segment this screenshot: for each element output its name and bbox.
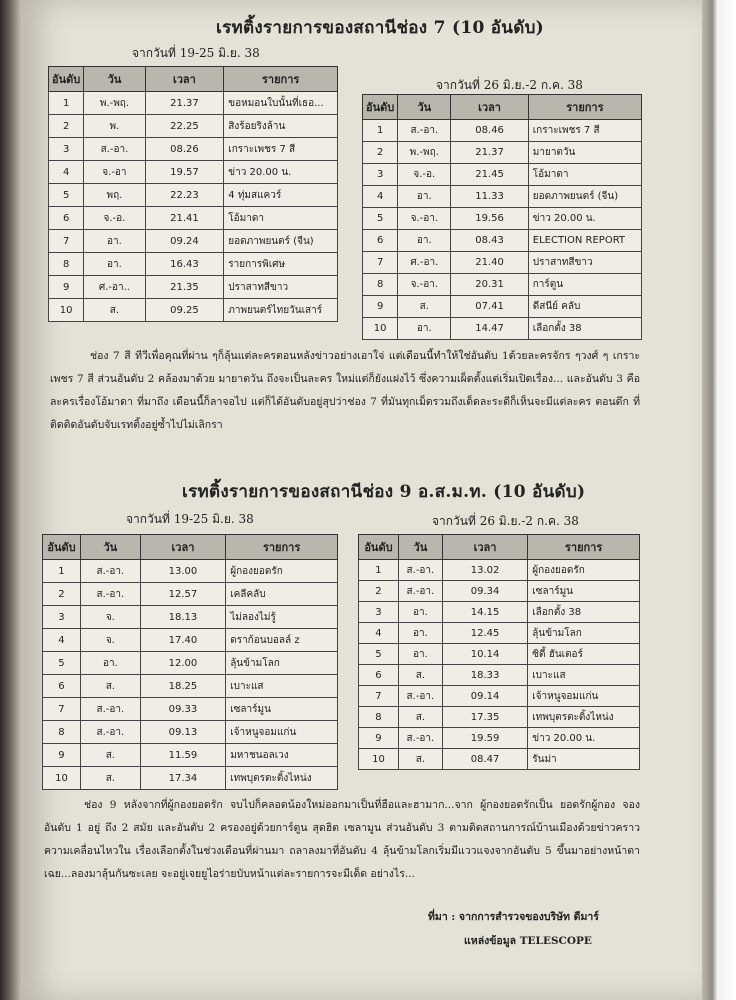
program-cell: เลือกตั้ง 38 xyxy=(528,318,641,340)
time-cell: 21.45 xyxy=(451,164,528,186)
header-rank: อันดับ xyxy=(363,95,398,120)
section1-commentary: ช่อง 7 สี ทีวีเพื่อคุณที่ผ่าน ๆก็ลุ้นแต่ละครตอนหลังข่าวอย่างเอาใจ่ แต่เดือนนี้ทำให้ใช่อันดับ 1ด้วยละครจักร ๆวงศ์ ๆ เกราะเพชร 7 สี ส่วนอันดับ 2 คล้องมาด้วย มายาตวัน ถึงจะเป็นละคร ใหม่แต่ก็ยังแฝงไว้ ซึ่งความเผ็ดตั้งแต่เริ่มเปิดเรื่อง... และอันดับ 3 คือละครเรื่องโอ้มาดา ที่มาถึง เดือนนี้ก็ลาจอไป แต่ก็ได้อันดับอยู่สุปว่าช่อง 7 ที่มันทุกเม็ดรวมถึงเด็ดละระดีก็เห็นจะมีแต่ละคร ตอนดึก ที่ติดติดอันดับจับเรทติ้งอยู่ซ้ำไปไม่เลิกรา xyxy=(50,350,640,431)
program-cell: ลุ้นข้ามโลก xyxy=(528,623,640,644)
rank-cell: 3 xyxy=(49,138,84,161)
rank-cell: 8 xyxy=(363,274,398,296)
time-cell: 09.33 xyxy=(140,698,225,721)
rank-cell: 5 xyxy=(43,652,81,675)
rank-cell: 8 xyxy=(43,721,81,744)
rank-cell: 10 xyxy=(363,318,398,340)
table-row xyxy=(363,120,642,142)
table-row xyxy=(49,138,338,161)
program-cell: ผู้กองยอดรัก xyxy=(528,560,640,581)
header-rank: อันดับ xyxy=(43,535,81,560)
table-row xyxy=(363,252,642,274)
rank-cell: 10 xyxy=(49,299,84,322)
time-cell: 09.14 xyxy=(442,686,527,707)
table-row xyxy=(43,744,338,767)
table-row xyxy=(359,602,640,623)
day-cell: อา. xyxy=(84,230,145,253)
rank-cell: 4 xyxy=(43,629,81,652)
time-cell: 14.47 xyxy=(451,318,528,340)
table-row xyxy=(43,583,338,606)
program-cell: เซลาร์มูน xyxy=(528,581,640,602)
table-row xyxy=(363,186,642,208)
header-program: รายการ xyxy=(528,535,640,560)
time-cell: 13.02 xyxy=(442,560,527,581)
time-cell: 22.25 xyxy=(145,115,224,138)
header-rank: อันดับ xyxy=(49,67,84,92)
rank-cell: 4 xyxy=(49,161,84,184)
rank-cell: 5 xyxy=(363,208,398,230)
table-row xyxy=(359,707,640,728)
program-cell: เทพบุตรตะติ้งไหน่ง xyxy=(528,707,640,728)
ch7-table-jun19-25 xyxy=(48,66,338,322)
table-row xyxy=(359,581,640,602)
rank-cell: 8 xyxy=(359,707,399,728)
table-row xyxy=(43,721,338,744)
table-row xyxy=(359,686,640,707)
day-cell: ส.-อา. xyxy=(80,560,140,583)
program-cell: ข่าว 20.00 น. xyxy=(528,208,641,230)
time-cell: 09.34 xyxy=(442,581,527,602)
program-cell: มหาชนอลเวง xyxy=(226,744,338,767)
table-row xyxy=(43,629,338,652)
table-row xyxy=(363,142,642,164)
time-cell: 10.14 xyxy=(442,644,527,665)
program-cell: ภาพยนตร์ไทยวันเสาร์ xyxy=(224,299,338,322)
program-cell: ปราสาทสีขาว xyxy=(224,276,338,299)
program-cell: ลุ้นข้ามโลก xyxy=(226,652,338,675)
program-cell: ข่าว 20.00 น. xyxy=(224,161,338,184)
program-cell: ปราสาทสีขาว xyxy=(528,252,641,274)
time-cell: 19.57 xyxy=(145,161,224,184)
day-cell: จ. xyxy=(80,629,140,652)
rank-cell: 10 xyxy=(43,767,81,790)
day-cell: ส.-อา. xyxy=(398,581,442,602)
program-cell: ดราก้อนบอลล์ z xyxy=(226,629,338,652)
header-day: วัน xyxy=(80,535,140,560)
time-cell: 08.47 xyxy=(442,749,527,770)
table-row xyxy=(49,184,338,207)
program-cell: เกราะเพชร 7 สี xyxy=(528,120,641,142)
rank-cell: 6 xyxy=(49,207,84,230)
time-cell: 17.35 xyxy=(442,707,527,728)
rank-cell: 7 xyxy=(43,698,81,721)
day-cell: จ.-อ. xyxy=(84,207,145,230)
rank-cell: 2 xyxy=(363,142,398,164)
program-cell: เทพบุตรตะติ้งไหน่ง xyxy=(226,767,338,790)
ch9-table-jun19-25 xyxy=(42,534,338,790)
table-row xyxy=(49,92,338,115)
day-cell: อา. xyxy=(80,652,140,675)
table-row xyxy=(43,606,338,629)
program-cell: โอ้มาดา xyxy=(528,164,641,186)
rank-cell: 1 xyxy=(49,92,84,115)
day-cell: ส. xyxy=(398,665,442,686)
program-cell: เบาะแส xyxy=(528,665,640,686)
header-program: รายการ xyxy=(224,67,338,92)
day-cell: ส.-อา. xyxy=(80,583,140,606)
time-cell: 19.56 xyxy=(451,208,528,230)
program-cell: 4 ทุ่มสแควร์ xyxy=(224,184,338,207)
table-header-row xyxy=(43,535,338,560)
header-time: เวลา xyxy=(451,95,528,120)
document-page xyxy=(22,0,702,1000)
day-cell: ส.-อา. xyxy=(398,120,451,142)
day-cell: อา. xyxy=(398,623,442,644)
program-cell: รายการพิเศษ xyxy=(224,253,338,276)
header-time: เวลา xyxy=(140,535,225,560)
program-cell: รันม่า xyxy=(528,749,640,770)
program-cell: ขอหมอนใบนั้นที่เธอ... xyxy=(224,92,338,115)
program-cell: เกราะเพชร 7 สี xyxy=(224,138,338,161)
time-cell: 22.23 xyxy=(145,184,224,207)
rank-cell: 10 xyxy=(359,749,399,770)
table-row xyxy=(49,276,338,299)
day-cell: พ.-พฤ. xyxy=(84,92,145,115)
time-cell: 12.00 xyxy=(140,652,225,675)
rank-cell: 2 xyxy=(359,581,399,602)
time-cell: 08.43 xyxy=(451,230,528,252)
table-row xyxy=(363,208,642,230)
table-row xyxy=(363,274,642,296)
header-day: วัน xyxy=(84,67,145,92)
time-cell: 09.13 xyxy=(140,721,225,744)
day-cell: ส.-อา. xyxy=(80,721,140,744)
table-row xyxy=(49,161,338,184)
time-cell: 11.33 xyxy=(451,186,528,208)
table-header-row xyxy=(359,535,640,560)
rank-cell: 9 xyxy=(43,744,81,767)
table-row xyxy=(363,164,642,186)
section1-title: เรทติ้งรายการของสถานีช่อง 7 (10 อันดับ) xyxy=(216,18,545,38)
rank-cell: 2 xyxy=(43,583,81,606)
program-cell: เคลีคลับ xyxy=(226,583,338,606)
rank-cell: 1 xyxy=(43,560,81,583)
day-cell: ส. xyxy=(80,744,140,767)
day-cell: ส. xyxy=(80,675,140,698)
day-cell: ส.-อา. xyxy=(80,698,140,721)
time-cell: 16.43 xyxy=(145,253,224,276)
rank-cell: 9 xyxy=(363,296,398,318)
time-cell: 17.40 xyxy=(140,629,225,652)
time-cell: 18.25 xyxy=(140,675,225,698)
rank-cell: 7 xyxy=(359,686,399,707)
rank-cell: 6 xyxy=(363,230,398,252)
table-row xyxy=(43,698,338,721)
program-cell: ผู้กองยอดรัก xyxy=(226,560,338,583)
time-cell: 21.41 xyxy=(145,207,224,230)
rank-cell: 3 xyxy=(359,602,399,623)
time-cell: 14.15 xyxy=(442,602,527,623)
day-cell: อา. xyxy=(398,230,451,252)
program-cell: เจ้าหนูจอมแก่น xyxy=(528,686,640,707)
table-body xyxy=(49,92,338,322)
table-row xyxy=(359,749,640,770)
day-cell: ส. xyxy=(398,296,451,318)
day-cell: ส. xyxy=(84,299,145,322)
time-cell: 09.24 xyxy=(145,230,224,253)
time-cell: 18.33 xyxy=(442,665,527,686)
time-cell: 08.26 xyxy=(145,138,224,161)
program-cell: เซลาร์มูน xyxy=(226,698,338,721)
rank-cell: 9 xyxy=(359,728,399,749)
day-cell: อา. xyxy=(398,644,442,665)
source-note xyxy=(428,905,599,953)
time-cell: 17.34 xyxy=(140,767,225,790)
day-cell: ศ.-อา. xyxy=(398,252,451,274)
table-body xyxy=(359,560,640,770)
program-cell: ซิตี้ ฮันเตอร์ xyxy=(528,644,640,665)
rank-cell: 9 xyxy=(49,276,84,299)
rank-cell: 3 xyxy=(363,164,398,186)
table-body xyxy=(43,560,338,790)
program-cell: ดีสนีย์ คลับ xyxy=(528,296,641,318)
section1-left-subtitle: จากวันที่ 19-25 มิ.ย. 38 xyxy=(132,46,260,60)
rank-cell: 5 xyxy=(49,184,84,207)
day-cell: ส. xyxy=(398,749,442,770)
day-cell: จ.-อ. xyxy=(398,164,451,186)
program-cell: ข่าว 20.00 น. xyxy=(528,728,640,749)
program-cell: สิงร้อยริงล้าน xyxy=(224,115,338,138)
day-cell: ส.-อา. xyxy=(84,138,145,161)
time-cell: 13.00 xyxy=(140,560,225,583)
program-cell: เบาะแส xyxy=(226,675,338,698)
section2-title: เรทติ้งรายการของสถานีช่อง 9 อ.ส.ม.ท. (10 อันดับ) xyxy=(182,482,586,502)
day-cell: ส. xyxy=(398,707,442,728)
ch7-table-jun26-jul2 xyxy=(362,94,642,340)
rank-cell: 7 xyxy=(49,230,84,253)
section2-commentary: ช่อง 9 หลังจากที่ผู้กองยอดรัก จบไปก็คลอดน้องใหม่ออกมาเป็นที่ฮือและฮามาก...จาก ผู้กองยอดรักเป็น ยอดรักผู้กอง จองอันดับ 1 อยู่ ถึง 2 สมัย และอันดับ 2 ครองอยู่ด้วยการ์ตูน สุดฮิต เซลามูน ส่วนอันดับ 3 ตามติดสถานการณ์บ้านเมืองด้วยข่าวคราวความเคลื่อนไหวใน เรื่องเลือกตั้งในช่วงเดือนที่ผ่านมา ถลาลงมาที่อันดับ 4 ลุ้นข้ามโลกเริ่มมีแววแจงจากอันดับ 5 ขึ้นมาอย่างหน้าตาเฉย...ลองมาลุ้นกันซะเลย จะอยู่เจยยูไอร่ายบับหน้าแต่ละรายการจะมีเด็ด อย่างไร... xyxy=(44,799,640,880)
rank-cell: 4 xyxy=(359,623,399,644)
day-cell: จ.-อา xyxy=(84,161,145,184)
rank-cell: 4 xyxy=(363,186,398,208)
rank-cell: 1 xyxy=(363,120,398,142)
time-cell: 21.40 xyxy=(451,252,528,274)
header-day: วัน xyxy=(398,95,451,120)
program-cell: ELECTION REPORT xyxy=(528,230,641,252)
table-row xyxy=(49,299,338,322)
day-cell: อา. xyxy=(398,318,451,340)
table-row xyxy=(49,207,338,230)
program-cell: ยอดภาพยนตร์ (จีน) xyxy=(528,186,641,208)
program-cell: โอ้มาดา xyxy=(224,207,338,230)
table-row xyxy=(359,665,640,686)
table-row xyxy=(359,644,640,665)
table-row xyxy=(43,767,338,790)
book-gutter xyxy=(0,0,22,1000)
rank-cell: 8 xyxy=(49,253,84,276)
day-cell: ส.-อา. xyxy=(398,728,442,749)
program-cell: เจ้าหนูจอมแก่น xyxy=(226,721,338,744)
header-program: รายการ xyxy=(226,535,338,560)
header-program: รายการ xyxy=(528,95,641,120)
time-cell: 21.37 xyxy=(451,142,528,164)
ch9-table-jun26-jul2 xyxy=(358,534,640,770)
page-edge xyxy=(702,0,736,1000)
table-row xyxy=(49,230,338,253)
day-cell: ส. xyxy=(80,767,140,790)
time-cell: 21.37 xyxy=(145,92,224,115)
rank-cell: 6 xyxy=(43,675,81,698)
table-row xyxy=(43,652,338,675)
table-row xyxy=(49,253,338,276)
header-rank: อันดับ xyxy=(359,535,399,560)
table-row xyxy=(359,728,640,749)
day-cell: พ.-พฤ. xyxy=(398,142,451,164)
rank-cell: 2 xyxy=(49,115,84,138)
day-cell: อา. xyxy=(84,253,145,276)
day-cell: พฤ. xyxy=(84,184,145,207)
table-row xyxy=(359,560,640,581)
time-cell: 12.57 xyxy=(140,583,225,606)
rank-cell: 6 xyxy=(359,665,399,686)
section2-left-subtitle: จากวันที่ 19-25 มิ.ย. 38 xyxy=(126,512,254,526)
time-cell: 11.59 xyxy=(140,744,225,767)
table-row xyxy=(49,115,338,138)
time-cell: 09.25 xyxy=(145,299,224,322)
rank-cell: 1 xyxy=(359,560,399,581)
source-line-2: แหล่งข้อมูล TELESCOPE xyxy=(464,935,592,947)
table-body xyxy=(363,120,642,340)
rank-cell: 7 xyxy=(363,252,398,274)
section1-right-subtitle: จากวันที่ 26 มิ.ย.-2 ก.ค. 38 xyxy=(436,78,583,92)
rank-cell: 5 xyxy=(359,644,399,665)
table-row xyxy=(363,296,642,318)
time-cell: 18.13 xyxy=(140,606,225,629)
table-header-row xyxy=(363,95,642,120)
day-cell: พ. xyxy=(84,115,145,138)
header-time: เวลา xyxy=(442,535,527,560)
table-header-row xyxy=(49,67,338,92)
header-time: เวลา xyxy=(145,67,224,92)
program-cell: เลือกตั้ง 38 xyxy=(528,602,640,623)
table-row xyxy=(363,230,642,252)
rank-cell: 3 xyxy=(43,606,81,629)
table-row xyxy=(359,623,640,644)
table-row xyxy=(43,560,338,583)
source-line-1: ที่มา : จากการสำรวจของบริษัท ดีมาร์ xyxy=(428,911,599,923)
day-cell: จ.-อา. xyxy=(398,274,451,296)
header-day: วัน xyxy=(398,535,442,560)
time-cell: 20.31 xyxy=(451,274,528,296)
day-cell: อา. xyxy=(398,186,451,208)
day-cell: ส.-อา. xyxy=(398,686,442,707)
day-cell: อา. xyxy=(398,602,442,623)
time-cell: 12.45 xyxy=(442,623,527,644)
section2-right-subtitle: จากวันที่ 26 มิ.ย.-2 ก.ค. 38 xyxy=(432,514,579,528)
time-cell: 19.59 xyxy=(442,728,527,749)
table-row xyxy=(363,318,642,340)
day-cell: จ.-อา. xyxy=(398,208,451,230)
program-cell: ไม่ลองไม่รู้ xyxy=(226,606,338,629)
program-cell: การ์ตูน xyxy=(528,274,641,296)
day-cell: ศ.-อา.. xyxy=(84,276,145,299)
program-cell: มายาตวัน xyxy=(528,142,641,164)
program-cell: ยอดภาพยนตร์ (จีน) xyxy=(224,230,338,253)
time-cell: 07.41 xyxy=(451,296,528,318)
day-cell: จ. xyxy=(80,606,140,629)
table-row xyxy=(43,675,338,698)
time-cell: 08.46 xyxy=(451,120,528,142)
day-cell: ส.-อา. xyxy=(398,560,442,581)
time-cell: 21.35 xyxy=(145,276,224,299)
